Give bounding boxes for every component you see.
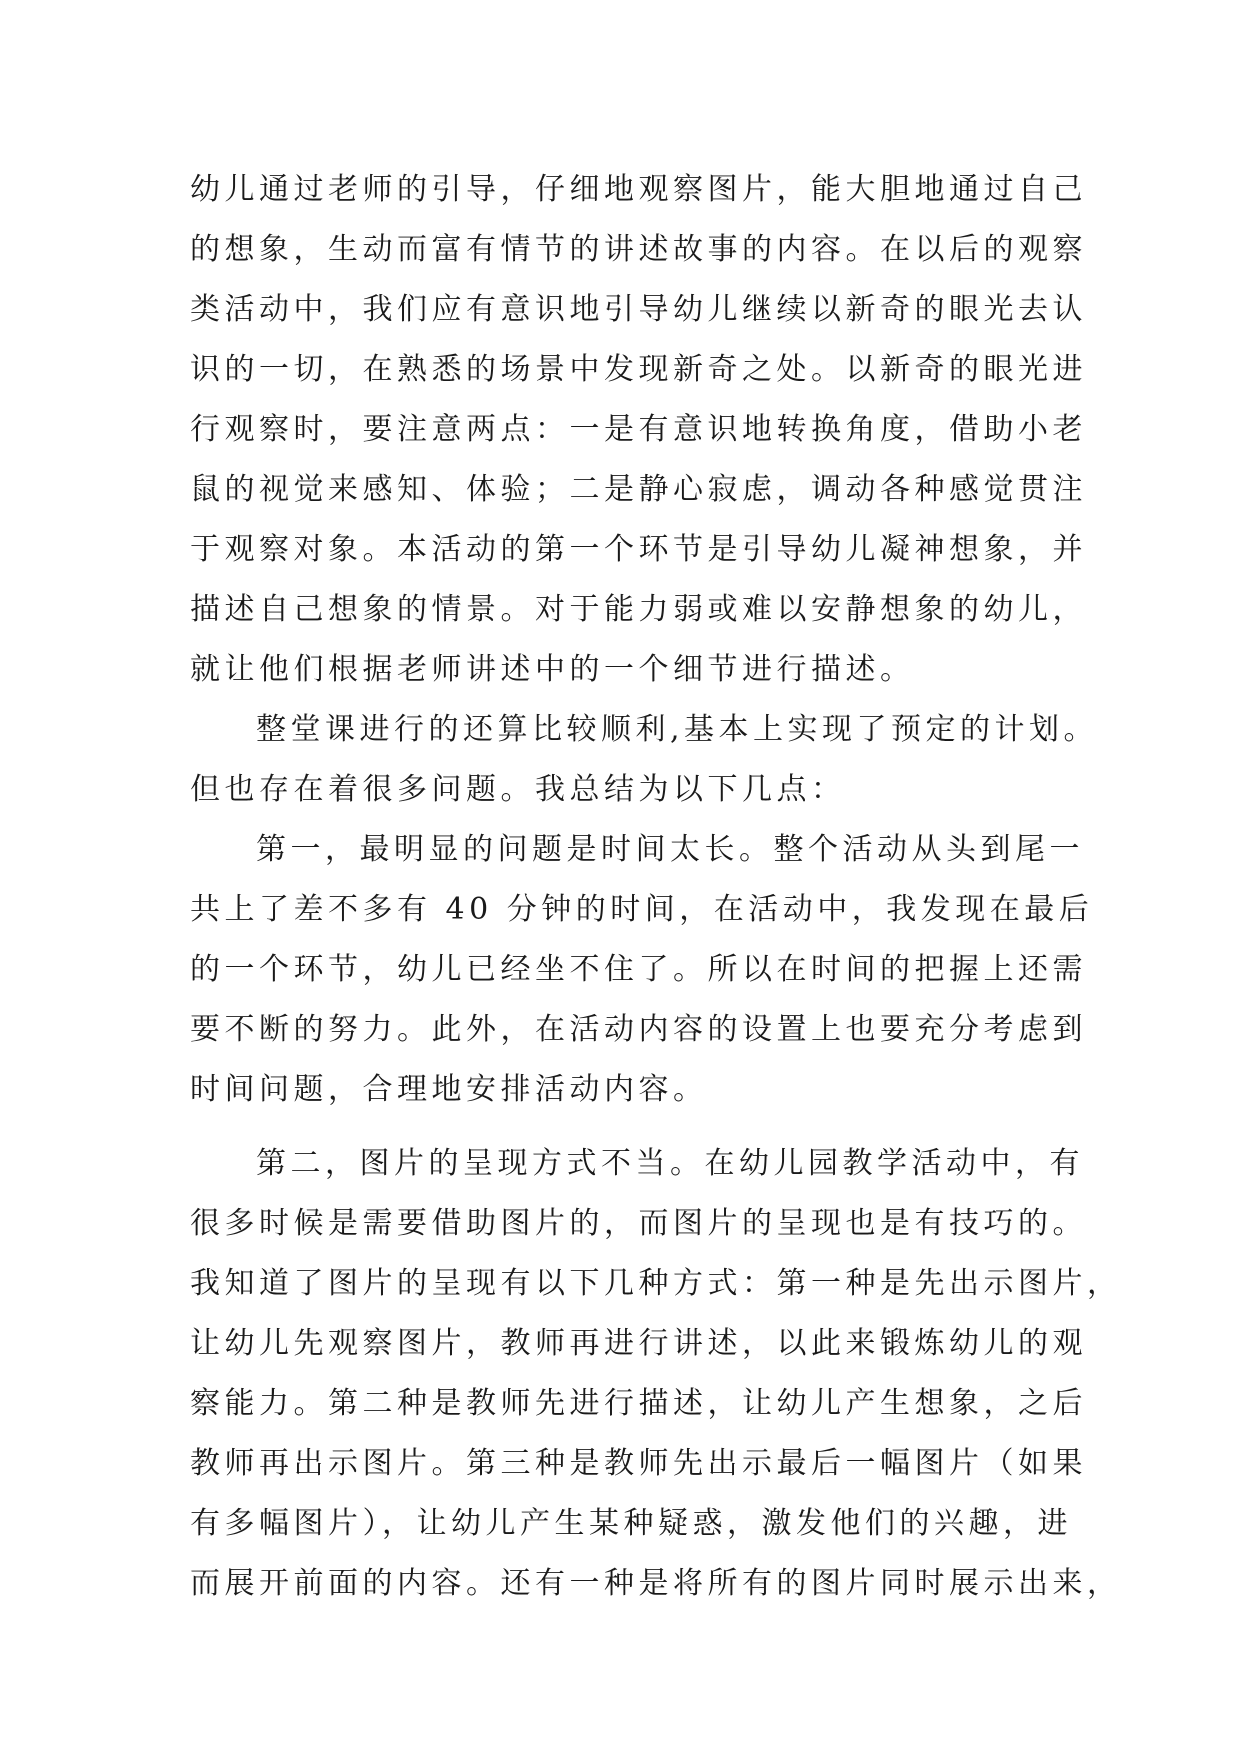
text-line: 共上了差不多有 40 分钟的时间，在活动中，我发现在最后 bbox=[190, 892, 1094, 927]
text-line: 我知道了图片的呈现有以下几种方式：第一种是先出示图片， bbox=[190, 1266, 1122, 1301]
text-line: 时间问题，合理地安排活动内容。 bbox=[190, 1072, 708, 1107]
text-line: 的想象，生动而富有情节的讲述故事的内容。在以后的观察 bbox=[190, 232, 1087, 267]
text-line: 让幼儿先观察图片，教师再进行讲述，以此来锻炼幼儿的观 bbox=[190, 1326, 1087, 1361]
text-line: 行观察时，要注意两点：一是有意识地转换角度，借助小老 bbox=[190, 412, 1087, 447]
text-line: 察能力。第二种是教师先进行描述，让幼儿产生想象，之后 bbox=[190, 1386, 1087, 1421]
text-line: 鼠的视觉来感知、体验；二是静心寂虑，调动各种感觉贯注 bbox=[190, 472, 1087, 507]
text-line: 第二，图片的呈现方式不当。在幼儿园教学活动中，有 bbox=[256, 1146, 1084, 1181]
text-line: 描述自己想象的情景。对于能力弱或难以安静想象的幼儿， bbox=[190, 592, 1087, 627]
text-line: 就让他们根据老师讲述中的一个细节进行描述。 bbox=[190, 652, 915, 687]
text-line: 很多时候是需要借助图片的，而图片的呈现也是有技巧的。 bbox=[190, 1206, 1087, 1241]
body-text bbox=[190, 160, 1122, 1614]
text-line: 于观察对象。本活动的第一个环节是引导幼儿凝神想象，并 bbox=[190, 532, 1087, 567]
text-line: 幼儿通过老师的引导，仔细地观察图片，能大胆地通过自己 bbox=[190, 172, 1087, 207]
text-line: 而展开前面的内容。还有一种是将所有的图片同时展示出来， bbox=[190, 1566, 1122, 1601]
text-line: 但也存在着很多问题。我总结为以下几点： bbox=[190, 772, 846, 807]
text-line: 要不断的努力。此外，在活动内容的设置上也要充分考虑到 bbox=[190, 1012, 1087, 1047]
text-line: 的一个环节，幼儿已经坐不住了。所以在时间的把握上还需 bbox=[190, 952, 1087, 987]
paragraph-gap bbox=[190, 1120, 1060, 1134]
text-line: 整堂课进行的还算比较顺利,基本上实现了预定的计划。 bbox=[256, 712, 1099, 747]
text-line: 教师再出示图片。第三种是教师先出示最后一幅图片（如果 bbox=[190, 1446, 1087, 1481]
text-line: 识的一切，在熟悉的场景中发现新奇之处。以新奇的眼光进 bbox=[190, 352, 1087, 387]
text-line: 有多幅图片），让幼儿产生某种疑惑，激发他们的兴趣，进 bbox=[190, 1506, 1072, 1541]
text-line: 第一，最明显的问题是时间太长。整个活动从头到尾一 bbox=[256, 832, 1084, 867]
text-line: 类活动中，我们应有意识地引导幼儿继续以新奇的眼光去认 bbox=[190, 292, 1087, 327]
